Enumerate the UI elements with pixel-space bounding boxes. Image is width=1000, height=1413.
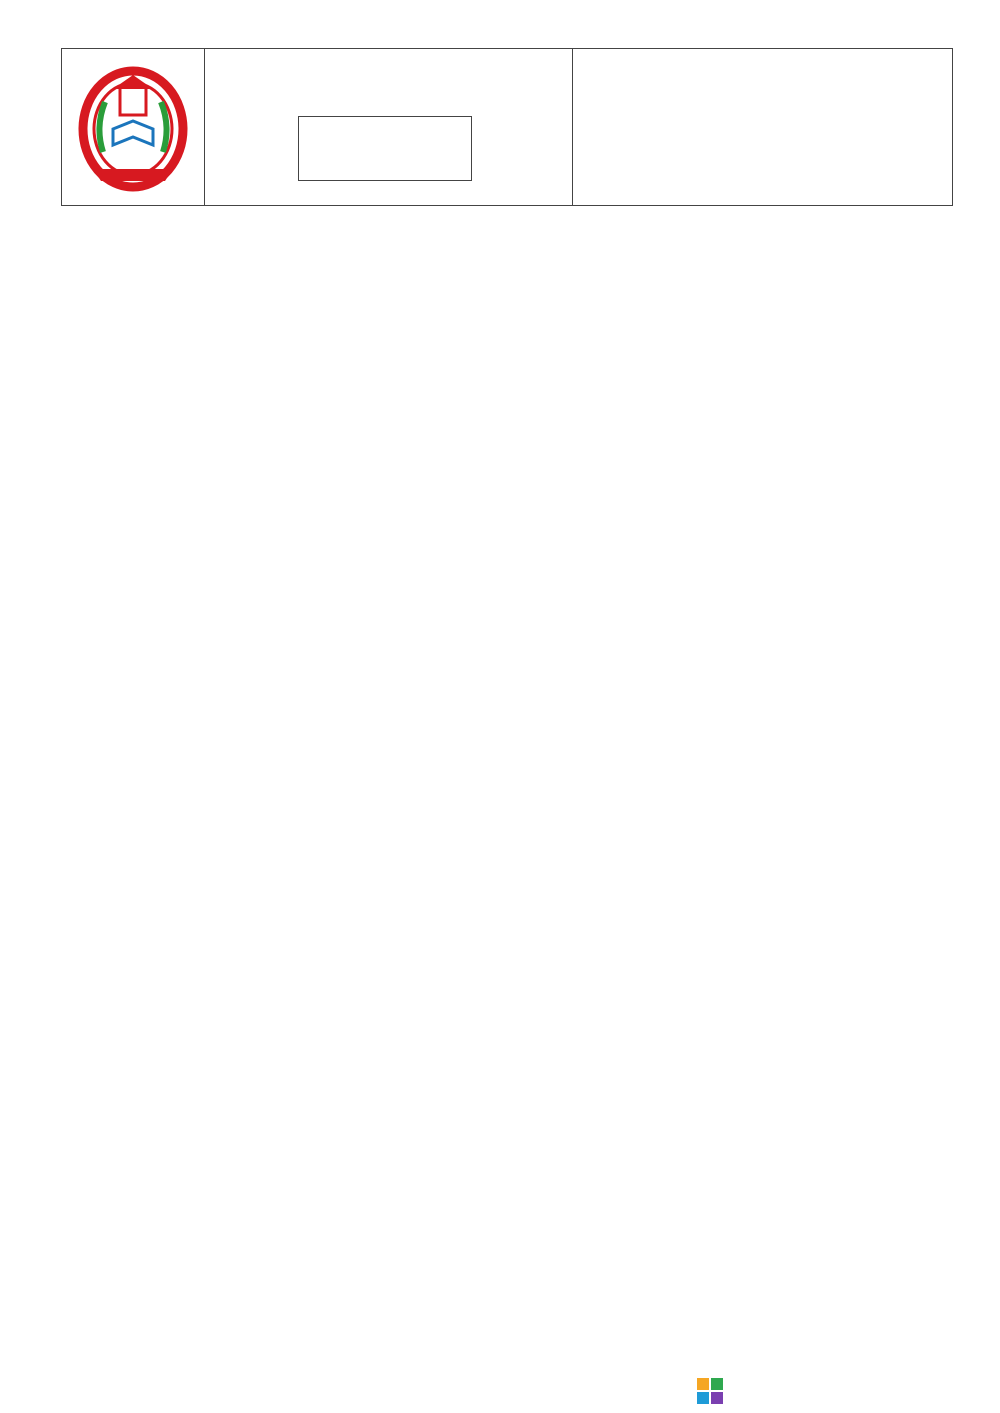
mark-box[interactable]: [298, 116, 472, 181]
liveworksheets-logo-icon: [697, 1378, 723, 1404]
liveworksheets-brand: [697, 1375, 723, 1406]
logo-cell: [62, 49, 205, 205]
header-table: [61, 48, 953, 206]
student-info-cell: [204, 49, 573, 205]
school-logo-icon: [73, 57, 193, 197]
title-cell: [572, 49, 952, 205]
